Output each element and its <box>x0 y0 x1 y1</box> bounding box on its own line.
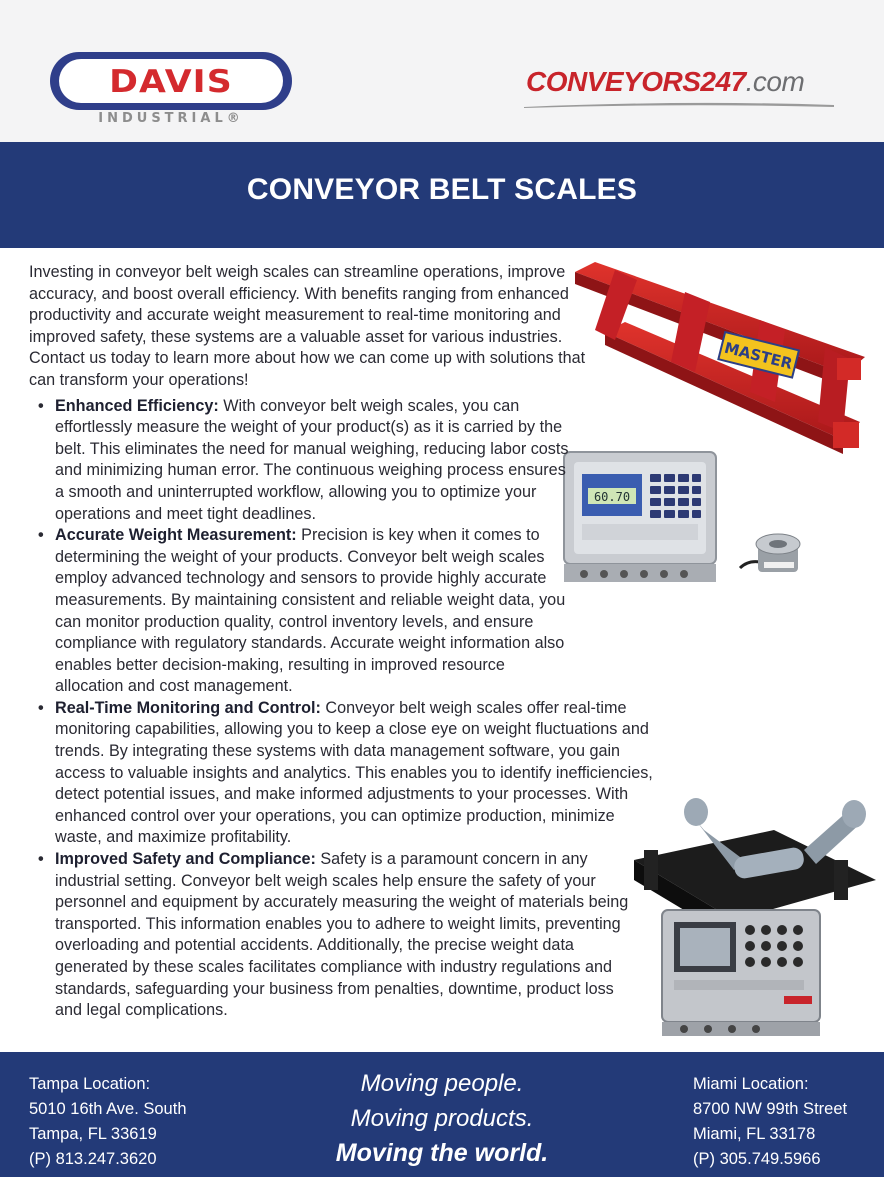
benefit-lead: Accurate Weight Measurement: <box>55 526 297 545</box>
miami-street: 8700 NW 99th Street <box>693 1100 848 1118</box>
tampa-location-title: Tampa Location: <box>29 1075 151 1093</box>
benefit-item-efficiency <box>29 396 575 526</box>
indicator-readout: 60.70 <box>593 490 631 504</box>
idler-scale-with-indicator-image <box>634 790 876 1040</box>
tampa-city: Tampa, FL 33619 <box>29 1125 157 1143</box>
davis-industrial-logo[interactable] <box>50 52 292 130</box>
davis-logo-word: DAVIS <box>109 64 233 100</box>
benefit-text: Safety is a paramount concern in any industrial setting. Conveyor belt weigh scales help ensure the safety of your personnel and equipment by accurately measuring the weight of materials being transported. This information enables you to adhere to weight limits, preventing overloading and potential accidents. Additionally, the precise weight data generated by these scales facilitates compliance with industry regulations and standards, safeguarding your business from penalties, downtime, product loss and legal complications. <box>55 850 629 1020</box>
page-header <box>0 0 884 142</box>
benefit-lead: Real-Time Monitoring and Control: <box>55 698 321 717</box>
davis-logo-subtitle: INDUSTRIAL® <box>98 111 244 126</box>
benefit-item-accuracy <box>29 525 575 698</box>
benefit-lead: Improved Safety and Compliance: <box>55 850 316 869</box>
page-footer <box>0 1052 884 1177</box>
benefit-text: Precision is key when it comes to determining the weight of your products. Conveyor belt weigh scales employ advanced technology and sensors to provide highly accurate measurements. By maintaining consistent and reliable weight data, you can monitor production quality, control inventory levels, and ensure compliance with regulatory standards. Accurate weight information also enables better decision-making, resulting in improved resource allocation and cost management. <box>55 526 566 696</box>
conveyors247-swoosh-icon <box>524 102 834 108</box>
conveyors247-wordmark-red: CONVEYORS247 <box>526 66 746 97</box>
miami-location <box>693 1072 847 1172</box>
speed-sensor-image <box>738 520 810 582</box>
tagline-line-3: Moving the world. <box>335 1139 549 1167</box>
conveyors247-wordmark <box>526 66 804 98</box>
tagline-line-1: Moving people. <box>360 1070 524 1097</box>
tampa-street: 5010 16th Ave. South <box>29 1100 187 1118</box>
tampa-phone[interactable]: (P) 813.247.3620 <box>29 1150 157 1168</box>
tagline-line-2: Moving products. <box>350 1105 534 1132</box>
conveyors247-wordmark-dotcom: .com <box>745 66 805 97</box>
conveyors247-logo[interactable] <box>524 62 844 112</box>
intro-paragraph: Investing in conveyor belt weigh scales can streamline operations, improve accuracy, and boost overall efficiency. With benefits ranging from enhanced productivity and accurate weight measurement to real-time monitoring and improved safety, these systems are a valuable asset for various industries. Contact us today to learn more about how we can come up with solutions that can transform your operations! <box>29 263 586 389</box>
davis-logo-inner <box>59 59 283 103</box>
benefit-lead: Enhanced Efficiency: <box>55 396 219 415</box>
company-tagline <box>300 1066 584 1171</box>
benefit-text: With conveyor belt weigh scales, you can effortlessly measure the weight of your product(s) as it is carried by the belt. This eliminates the need for manual weighing, reducing labor costs and minimizing human error. The continuous weighing process ensures a smooth and uninterrupted workflow, allowing you to optimize your operations and meet tight deadlines. <box>55 396 569 523</box>
davis-logo-oval <box>50 52 292 110</box>
title-banner <box>0 142 884 248</box>
benefit-text: Conveyor belt weigh scales offer real-time monitoring capabilities, allowing you to keep a close eye on weight fluctuations and trends. By integrating these systems with data management software, you gain access to valuable insights and analytics. This enables you to identify inefficiencies, detect potential issues, and make informed adjustments to your processes. With enhanced control over your operations, you can optimize production, minimize waste, and maximize profitability. <box>55 698 653 847</box>
benefit-item-safety <box>29 849 633 1022</box>
miami-phone[interactable]: (P) 305.749.5966 <box>693 1150 821 1168</box>
miami-location-title: Miami Location: <box>693 1075 809 1093</box>
frame-label: MASTER <box>722 338 795 373</box>
page-title: CONVEYOR BELT SCALES <box>246 173 638 206</box>
benefit-item-monitoring <box>29 698 659 849</box>
benefit-list <box>29 396 659 1022</box>
miami-city: Miami, FL 33178 <box>693 1125 816 1143</box>
tampa-location <box>29 1072 187 1172</box>
article-body <box>29 262 659 1022</box>
